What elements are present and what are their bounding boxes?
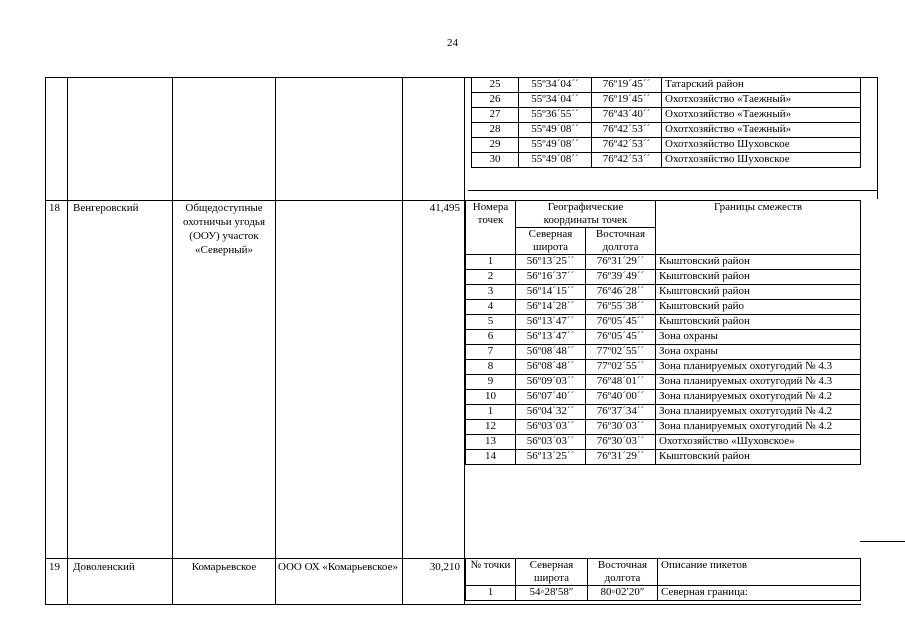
cell-border: Зона планируемых охотугодий № 4.2 bbox=[656, 390, 861, 405]
cell-border: Татарский район bbox=[662, 78, 861, 93]
cell-lon: 76º42´53´´ bbox=[592, 153, 662, 168]
table-row bbox=[472, 78, 861, 93]
table-row bbox=[466, 420, 861, 435]
row18-number: 18 bbox=[49, 202, 60, 214]
cell-lat: 56º07´40´´ bbox=[516, 390, 586, 405]
cell-lon: 77º02´55´´ bbox=[586, 345, 656, 360]
cell-num: 25 bbox=[472, 78, 519, 93]
table-row bbox=[466, 285, 861, 300]
cell-num: 13 bbox=[466, 435, 516, 450]
row18-area: 41,495 bbox=[429, 202, 460, 214]
cell-lat: 55º34´04´´ bbox=[519, 78, 592, 93]
cell-border: Зона планируемых охотугодий № 4.3 bbox=[656, 375, 861, 390]
row18-hunting-ground-name: Общедоступные охотничьи угодья (ООУ) участок «Северный» bbox=[182, 202, 266, 256]
cell-lon: 80◦02′20″ bbox=[588, 586, 658, 601]
cell-border: Зона охраны bbox=[656, 345, 861, 360]
row18-header-lat: Северная широта bbox=[516, 228, 586, 255]
row18-header-lon: Восточная долгота bbox=[586, 228, 656, 255]
cell-num: 6 bbox=[466, 330, 516, 345]
col-line-3 bbox=[275, 77, 276, 605]
cell-lon: 76º55´38´´ bbox=[586, 300, 656, 315]
cell-num: 7 bbox=[466, 345, 516, 360]
cell-lon: 76º39´49´´ bbox=[586, 270, 656, 285]
cell-border: Зона планируемых охотугодий № 4.2 bbox=[656, 420, 861, 435]
cell-lon: 77º02´55´´ bbox=[586, 360, 656, 375]
row19-area: 30,210 bbox=[429, 561, 460, 573]
cell-border: Охотхозяйство Шуховское bbox=[662, 138, 861, 153]
cell-lat: 56º14´28´´ bbox=[516, 300, 586, 315]
table-row bbox=[472, 153, 861, 168]
row19-coords-table bbox=[465, 558, 861, 601]
cell-lon: 76º05´45´´ bbox=[586, 330, 656, 345]
cell-border: Кыштовский район bbox=[656, 315, 861, 330]
cell-num: 27 bbox=[472, 108, 519, 123]
col-line-1 bbox=[67, 77, 68, 605]
cell-lon: 76º30´03´´ bbox=[586, 420, 656, 435]
cell-num: 1 bbox=[466, 255, 516, 270]
cell-num: 2 bbox=[466, 270, 516, 285]
cell-border: Охотхозяйство «Таежный» bbox=[662, 123, 861, 138]
cell-border: Кыштовский район bbox=[656, 270, 861, 285]
cell-num: 3 bbox=[466, 285, 516, 300]
cell-border: Кыштовский райо bbox=[656, 300, 861, 315]
cell-lat: 56º13´47´´ bbox=[516, 330, 586, 345]
table-row bbox=[466, 255, 861, 270]
row19-header-lon: Восточная долгота bbox=[588, 559, 658, 586]
cell-lon: 76º40´00´´ bbox=[586, 390, 656, 405]
table-row bbox=[472, 108, 861, 123]
cell-border: Охотхозяйство «Таежный» bbox=[662, 108, 861, 123]
cell-border: Зона планируемых охотугодий № 4.2 bbox=[656, 405, 861, 420]
table-top-border bbox=[45, 77, 468, 78]
cell-lat: 55º36´55´´ bbox=[519, 108, 592, 123]
cell-lat: 56º03´03´´ bbox=[516, 420, 586, 435]
cell-border: Охотхозяйство «Шуховское» bbox=[656, 435, 861, 450]
row18-header-border: Границы смежеств bbox=[656, 201, 861, 255]
stray-line-right bbox=[860, 541, 905, 542]
row19-header-desc: Описание пикетов bbox=[658, 559, 861, 586]
row19-number: 19 bbox=[49, 561, 60, 573]
table-row bbox=[466, 345, 861, 360]
table-row bbox=[466, 300, 861, 315]
cell-lat: 56º08´48´´ bbox=[516, 345, 586, 360]
cell-border: Кыштовский район bbox=[656, 285, 861, 300]
row19-user: ООО ОХ «Комарьевское» bbox=[278, 561, 398, 573]
cell-border: Зона планируемых охотугодий № 4.3 bbox=[656, 360, 861, 375]
row18-district: Венгеровский bbox=[73, 202, 139, 214]
cell-lon: 76º05´45´´ bbox=[586, 315, 656, 330]
table-row bbox=[466, 405, 861, 420]
cell-desc: Северная граница: bbox=[658, 586, 861, 601]
frame-line-right-top bbox=[877, 77, 878, 199]
table-row bbox=[466, 586, 861, 601]
cell-num: 1 bbox=[466, 405, 516, 420]
cell-lat: 55º49´08´´ bbox=[519, 138, 592, 153]
cell-num: 14 bbox=[466, 450, 516, 465]
cell-lat: 56º08´48´´ bbox=[516, 360, 586, 375]
cell-lon: 76º30´03´´ bbox=[586, 435, 656, 450]
cell-num: 30 bbox=[472, 153, 519, 168]
table-row bbox=[466, 330, 861, 345]
row19-hunting-ground-name: Комарьевское bbox=[191, 561, 257, 573]
cell-lon: 76º43´40´´ bbox=[592, 108, 662, 123]
row18-header-points: Номера точек bbox=[466, 201, 516, 255]
cell-lat: 56º16´37´´ bbox=[516, 270, 586, 285]
cell-lon: 76º46´28´´ bbox=[586, 285, 656, 300]
table-row bbox=[472, 123, 861, 138]
cell-lon: 76º48´01´´ bbox=[586, 375, 656, 390]
col-line-0 bbox=[45, 77, 46, 605]
table-row bbox=[466, 450, 861, 465]
cell-num: 10 bbox=[466, 390, 516, 405]
cell-border: Кыштовский район bbox=[656, 450, 861, 465]
table-row bbox=[466, 375, 861, 390]
cell-lat: 55º34´04´´ bbox=[519, 93, 592, 108]
col-line-2 bbox=[172, 77, 173, 605]
cell-num: 5 bbox=[466, 315, 516, 330]
cell-lat: 56º13´47´´ bbox=[516, 315, 586, 330]
cell-border: Охотхозяйство «Таежный» bbox=[662, 93, 861, 108]
table-row bbox=[472, 93, 861, 108]
col-line-4 bbox=[402, 77, 403, 605]
cell-num: 28 bbox=[472, 123, 519, 138]
cell-lon: 76º31´29´´ bbox=[586, 450, 656, 465]
cell-lat: 56º14´15´´ bbox=[516, 285, 586, 300]
row19-header-points: № точки bbox=[466, 559, 516, 586]
cell-lon: 76º42´53´´ bbox=[592, 123, 662, 138]
cell-lat: 56º03´03´´ bbox=[516, 435, 586, 450]
table-row bbox=[472, 138, 861, 153]
cell-lat: 56º13´25´´ bbox=[516, 255, 586, 270]
table-row bbox=[466, 270, 861, 285]
cell-num: 4 bbox=[466, 300, 516, 315]
cell-lat: 56º04´32´´ bbox=[516, 405, 586, 420]
cell-num: 1 bbox=[466, 586, 516, 601]
row19-district: Доволенский bbox=[73, 561, 135, 573]
cell-num: 29 bbox=[472, 138, 519, 153]
cell-lon: 76º31´29´´ bbox=[586, 255, 656, 270]
table-row bbox=[466, 360, 861, 375]
cell-lat: 54◦28′58″ bbox=[516, 586, 588, 601]
cell-lon: 76º37´34´´ bbox=[586, 405, 656, 420]
cell-num: 9 bbox=[466, 375, 516, 390]
row18-header-geo: Географические координаты точек bbox=[516, 201, 656, 228]
row18-coords-table bbox=[465, 200, 861, 465]
cell-border: Охотхозяйство Шуховское bbox=[662, 153, 861, 168]
page-number: 24 bbox=[447, 37, 458, 49]
cell-lat: 56º09´03´´ bbox=[516, 375, 586, 390]
cell-lon: 76º42´53´´ bbox=[592, 138, 662, 153]
cell-border: Зона охраны bbox=[656, 330, 861, 345]
cell-lon: 76º19´45´´ bbox=[592, 93, 662, 108]
cell-lon: 76º19´45´´ bbox=[592, 78, 662, 93]
cell-lat: 56º13´25´´ bbox=[516, 450, 586, 465]
cell-lat: 55º49´08´´ bbox=[519, 153, 592, 168]
table-row bbox=[466, 390, 861, 405]
row19-header-lat: Северная широта bbox=[516, 559, 588, 586]
cell-num: 8 bbox=[466, 360, 516, 375]
cell-num: 12 bbox=[466, 420, 516, 435]
top-coords-table bbox=[471, 77, 861, 168]
table-row bbox=[466, 435, 861, 450]
table-bottom-border bbox=[45, 604, 861, 605]
cell-num: 26 bbox=[472, 93, 519, 108]
cell-border: Кыштовский район bbox=[656, 255, 861, 270]
cell-lat: 55º49´08´´ bbox=[519, 123, 592, 138]
frame-line-mid-right bbox=[468, 190, 878, 191]
table-row bbox=[466, 315, 861, 330]
